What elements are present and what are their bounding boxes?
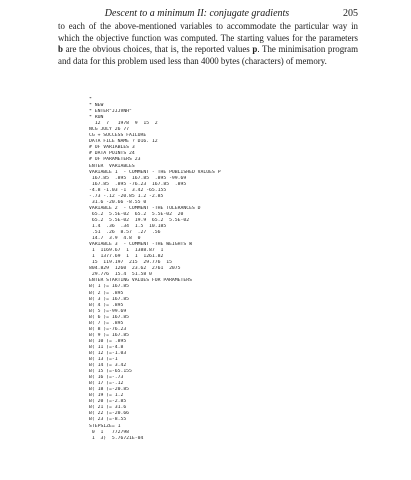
listing-line: B( 17 )=-.12 bbox=[89, 381, 124, 387]
listing-line: 14.7 3.9 4.8 0 bbox=[89, 236, 141, 242]
listing-line: 65.2 5.5E-02 65.2 5.5E-02 20 bbox=[89, 211, 184, 217]
listing-line: 29.776 15.4 51.58 0 bbox=[89, 272, 152, 278]
listing-line: 804.829 1260 23.62 2761 2075 bbox=[89, 266, 181, 272]
listing-line: 1.4 .36 .34 1.5 10.185 bbox=[89, 223, 167, 229]
listing-line: B( 5 )=-99.69 bbox=[89, 308, 127, 314]
listing-line: NCG JULY 26 77 bbox=[89, 127, 130, 133]
listing-line: B( 10 )= .895 bbox=[89, 338, 127, 344]
listing-line: B( 19 )= 1.2 bbox=[89, 393, 124, 399]
listing-line: * RUN bbox=[89, 115, 104, 121]
listing-line: B( 8 )=-76.23 bbox=[89, 326, 127, 332]
listing-line: 0 1 772798 bbox=[89, 429, 130, 435]
listing-line: 167.85 .895 167.85 .895 -99.69 bbox=[89, 175, 187, 181]
paragraph-text-1: to each of the above-mentioned variables to accommodate the particular way in which the objective function was computed. The starting values for the parameters bbox=[58, 21, 358, 43]
listing-line: B( 1 )= 167.85 bbox=[89, 284, 130, 290]
listing-line: B( 12 )=-1.03 bbox=[89, 350, 127, 356]
listing-line: # DATA POINTS 24 bbox=[89, 151, 135, 157]
listing-line: B( 21 )= 31.6 bbox=[89, 405, 127, 411]
listing-line: B( 9 )= 167.85 bbox=[89, 332, 130, 338]
listing-line: B( 6 )= 167.85 bbox=[89, 314, 130, 320]
listing-line: VARIABLE 1 - COMMENT - THE PUBLISHED VALUES P bbox=[89, 169, 221, 175]
listing-line: B( 14 )= 3.42 bbox=[89, 363, 127, 369]
listing-line: * ENTER"JJJVNH" bbox=[89, 109, 132, 115]
listing-line: * NEW bbox=[89, 103, 104, 109]
listing-line: VARIABLE 3 - COMMENT -THE WEIGHTS W bbox=[89, 242, 192, 248]
listing-line: DATA FILE NAME ? D16. 12 bbox=[89, 139, 158, 145]
paragraph-text-2: are the obvious choices, that is, the reported values bbox=[62, 44, 253, 55]
running-header bbox=[58, 8, 358, 22]
listing-line: B( 23 )=-8.55 bbox=[89, 417, 127, 423]
listing-line: ENTER VARIABLES bbox=[89, 163, 135, 169]
listing-line: B( 11 )=-4.8 bbox=[89, 344, 124, 350]
paragraph-text-3: . The minimisation program and data for this problem used less than 4000 bytes (characters) of memory. bbox=[58, 44, 358, 66]
listing-line: B( 16 )=-.73 bbox=[89, 375, 124, 381]
listing-line: 167.85 .895 -76.23 167.85 .895 bbox=[89, 181, 187, 187]
listing-line: ENTER STARTING VALUES FOR PARAMETERS bbox=[89, 278, 192, 284]
listing-line: -.73 -.12 -20.85 1.2 -2.85 bbox=[89, 193, 164, 199]
listing-line: B( 22 )=-20.66 bbox=[89, 411, 130, 417]
running-title: Descent to a minimum II: conjugate gradients bbox=[104, 8, 290, 19]
page-number: 205 bbox=[343, 8, 358, 19]
listing-line: B( 3 )= 167.85 bbox=[89, 296, 130, 302]
listing-line: # OF PARAMETERS 23 bbox=[89, 157, 141, 163]
body-paragraph bbox=[58, 21, 358, 67]
listing-line: B( 18 )=-20.85 bbox=[89, 387, 130, 393]
listing-line: B( 13 )=-1 bbox=[89, 357, 118, 363]
program-listing bbox=[89, 97, 349, 442]
listing-line: STEPSIZE= 1 bbox=[89, 423, 121, 429]
symbol-p: p bbox=[252, 44, 258, 55]
listing-line: 65.2 5.5E-02 19.9 65.2 5.5E-02 bbox=[89, 217, 190, 223]
listing-line: B( 15 )=-65.155 bbox=[89, 369, 132, 375]
listing-line: 15 119.197 215 29.776 15 bbox=[89, 260, 172, 266]
listing-line: CG + SUCCESS FAILURE bbox=[89, 133, 147, 139]
listing-line: 1 1169.67 1 1388.87 1 bbox=[89, 248, 164, 254]
listing-line: B( 7 )= .895 bbox=[89, 320, 124, 326]
listing-line: 1 1377.69 1 1 1261.82 bbox=[89, 254, 164, 260]
listing-line: VARIABLE 2 - COMMENT -THE TOLERANCES D bbox=[89, 205, 201, 211]
listing-line: B( 2 )= .895 bbox=[89, 290, 124, 296]
listing-line: B( 20 )=-2.85 bbox=[89, 399, 127, 405]
listing-line: * bbox=[89, 97, 92, 102]
listing-line: 31.6 -20.66 -8.55 0 bbox=[89, 199, 147, 205]
listing-line: .51 .26 8.57 .27 .56 bbox=[89, 230, 161, 236]
symbol-b: b bbox=[58, 44, 63, 55]
listing-line: -4.8 -1.03 -1 3.42 -65.155 bbox=[89, 187, 167, 193]
listing-line: B( 4 )= .895 bbox=[89, 302, 124, 308]
listing-line: # OF VARIABLES 3 bbox=[89, 145, 135, 151]
listing-line: 1 3) 5.76721E-04 bbox=[89, 435, 144, 441]
listing-line: 12 7 1978 9 15 2 bbox=[89, 121, 158, 127]
